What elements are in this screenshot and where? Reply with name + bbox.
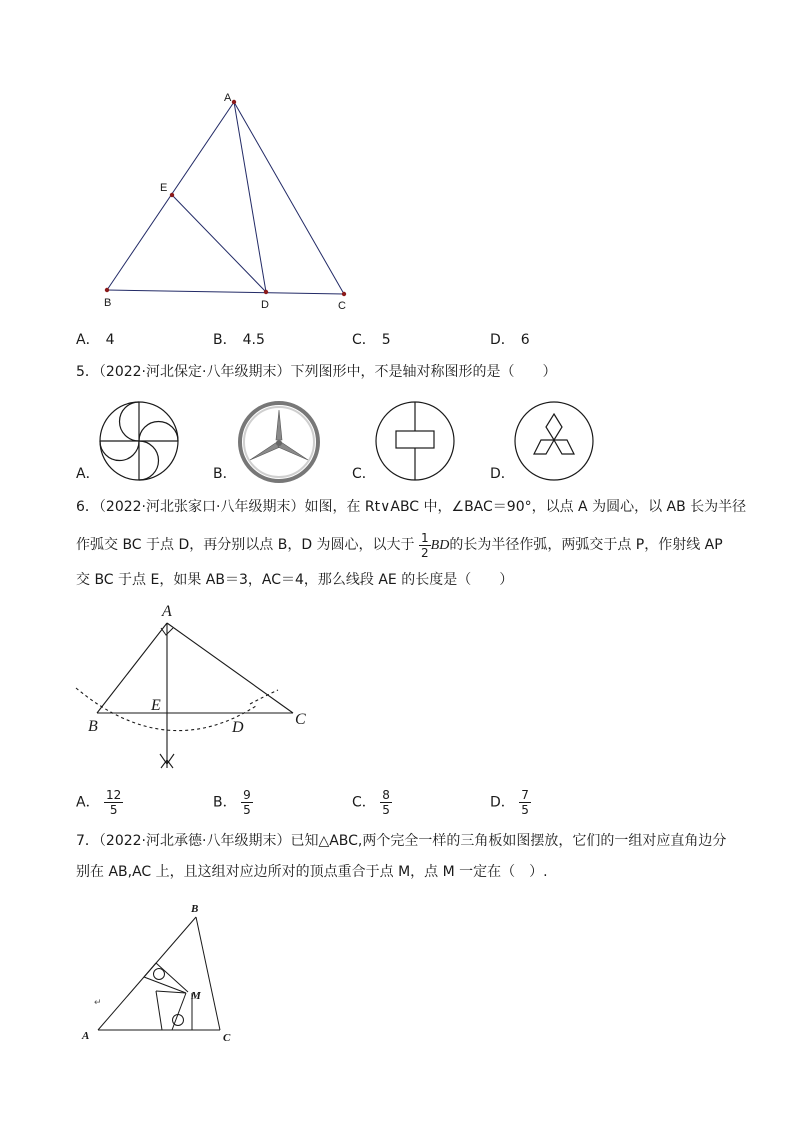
q5-figure-b-star-logo bbox=[237, 400, 321, 484]
q6-fraction-half: $\frac{1}{2}$ bbox=[421, 530, 429, 560]
q4-segment-bc bbox=[107, 290, 344, 294]
q7-return-mark: ↵ bbox=[94, 997, 102, 1007]
q4-label-c: C bbox=[338, 300, 346, 312]
q7-triangle-figure bbox=[76, 895, 246, 1055]
q4-point-c bbox=[342, 292, 346, 296]
q4-option-c[interactable]: C． 5 bbox=[352, 332, 391, 348]
q7-label-m: M bbox=[191, 990, 201, 1002]
q4-label-d: D bbox=[261, 299, 269, 311]
q7-label-b: B bbox=[191, 903, 199, 915]
q4-label-b: B bbox=[104, 297, 112, 309]
q4-label-a: A bbox=[224, 92, 232, 104]
q6-stem-line2: 作弧交 BC 于点 D，再分别以点 B，D 为圆心，以大于 $\frac{1}{2}$ BD的长为半径作弧，两弧交于点 P，作射线 AP bbox=[76, 530, 723, 560]
q4-point-b bbox=[105, 288, 109, 292]
q6-option-c[interactable]: C． $\frac{8}{5}$ bbox=[352, 788, 390, 817]
q5-figure-d-diamonds bbox=[513, 400, 595, 482]
q6-option-a[interactable]: A． $\frac{12}{5}$ bbox=[76, 788, 122, 817]
q6-stem-line3: 交 BC 于点 E，如果 AB＝3，AC＝4，那么线段 AE 的长度是（ ） bbox=[76, 572, 514, 588]
q7-stem-line2: 别在 AB,AC 上，且这组对应边所对的顶点重合于点 M，点 M 一定在（ ）. bbox=[76, 864, 548, 880]
q6-label-d: D bbox=[232, 719, 244, 736]
q6-label-b: B bbox=[88, 718, 98, 735]
q4-triangle-figure bbox=[90, 85, 370, 320]
q6-label-e: E bbox=[151, 697, 161, 714]
q5-option-b[interactable]: B． bbox=[213, 466, 237, 482]
q4-option-d[interactable]: D． 6 bbox=[490, 332, 530, 348]
q5-option-a[interactable]: A． bbox=[76, 466, 100, 482]
q4-point-a bbox=[232, 100, 236, 104]
q5-stem: 5．（2022·河北保定·八年级期末）下列图形中，不是轴对称图形的是（ ） bbox=[76, 364, 557, 380]
q6-stem-line1: 6．（2022·河北张家口·八年级期末）如图，在 Rt∨ABC 中，∠BAC＝90°，以点 A 为圆心，以 AB 长为半径 bbox=[76, 499, 747, 515]
q4-point-e bbox=[170, 193, 174, 197]
q6-label-a: A bbox=[162, 603, 172, 620]
q7-label-c: C bbox=[223, 1032, 231, 1044]
q4-option-b[interactable]: B． 4.5 bbox=[213, 332, 265, 348]
q6-option-b[interactable]: B． $\frac{9}{5}$ bbox=[213, 788, 251, 817]
q5-figure-a-pinwheel bbox=[98, 400, 180, 482]
q4-point-d bbox=[264, 290, 268, 294]
q7-stem-line1: 7．（2022·河北承德·八年级期末）已知△ABC,两个完全一样的三角板如图摆放，它们的一组对应直角边分 bbox=[76, 833, 727, 849]
q5-option-c[interactable]: C． bbox=[352, 466, 376, 482]
q5-figure-c-circle-rect bbox=[374, 400, 456, 482]
q5-option-d[interactable]: D． bbox=[490, 466, 515, 482]
q4-label-e: E bbox=[160, 182, 168, 194]
q6-label-c: C bbox=[295, 711, 306, 728]
q6-option-d[interactable]: D． $\frac{7}{5}$ bbox=[490, 788, 529, 817]
q4-option-a[interactable]: A． 4 bbox=[76, 332, 115, 348]
q7-label-a: A bbox=[82, 1030, 90, 1042]
q6-triangle-figure bbox=[66, 598, 326, 778]
